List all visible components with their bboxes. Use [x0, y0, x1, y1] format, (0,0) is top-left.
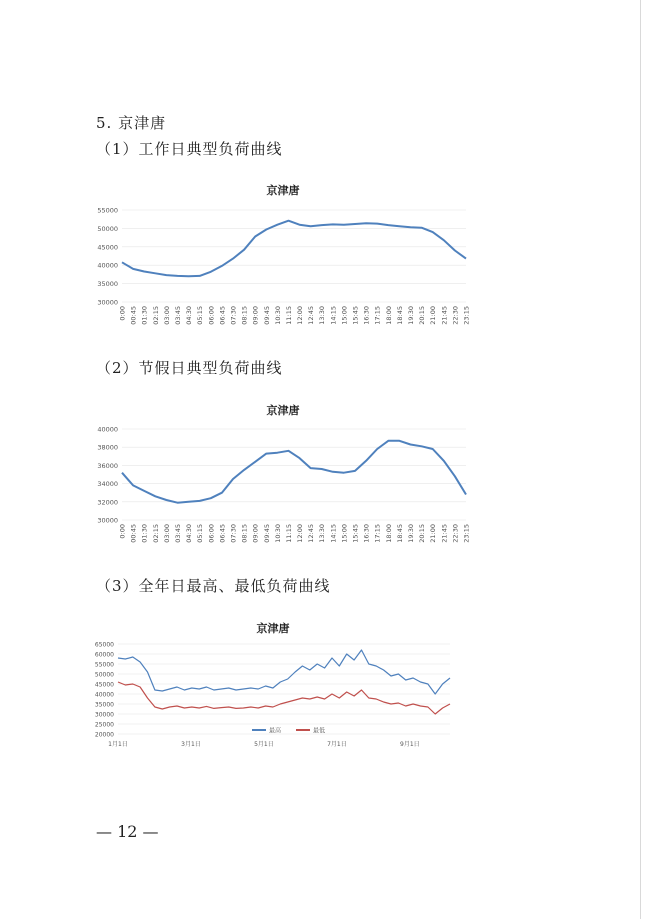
x-tick-label: 20:15 — [418, 306, 427, 325]
x-tick-label: 05:15 — [196, 306, 205, 325]
weekday-load-chart — [88, 172, 478, 337]
x-tick-label: 12:00 — [296, 306, 305, 325]
x-tick-label: 16:30 — [362, 524, 371, 543]
x-tick-label: 14:15 — [329, 306, 338, 325]
y-tick-label: 38000 — [97, 443, 118, 452]
y-tick-label: 55000 — [94, 661, 114, 669]
x-tick-label: 03:45 — [173, 306, 182, 325]
x-tick-label: 18:45 — [395, 524, 404, 543]
x-tick-label: 0:00 — [118, 306, 127, 321]
y-tick-label: 45000 — [97, 243, 118, 252]
x-tick-label: 04:30 — [185, 524, 194, 543]
x-tick-label: 03:45 — [173, 524, 182, 543]
y-tick-label: 34000 — [97, 480, 118, 489]
x-tick-label: 11:15 — [284, 524, 293, 543]
x-tick-label: 7月1日 — [327, 741, 347, 748]
x-tick-label: 06:45 — [218, 306, 227, 325]
x-tick-label: 01:30 — [140, 524, 149, 543]
x-tick-label: 05:15 — [196, 524, 205, 543]
subsection-holiday-title: （2）节假日典型负荷曲线 — [96, 359, 283, 377]
x-tick-label: 09:00 — [251, 306, 260, 325]
page-number: — 12 — — [96, 822, 159, 841]
x-tick-label: 12:00 — [296, 524, 305, 543]
y-tick-label: 30000 — [97, 516, 118, 525]
x-tick-label: 15:00 — [340, 524, 349, 543]
x-tick-label: 18:00 — [384, 524, 393, 543]
x-tick-label: 17:15 — [373, 524, 382, 543]
x-tick-label: 22:30 — [451, 306, 460, 325]
x-tick-label: 03:00 — [162, 306, 171, 325]
x-tick-label: 02:15 — [151, 524, 160, 543]
x-tick-label: 08:15 — [240, 524, 249, 543]
x-tick-label: 13:30 — [318, 306, 327, 325]
x-tick-label: 21:00 — [429, 306, 438, 325]
x-tick-label: 10:30 — [273, 524, 282, 543]
x-tick-label: 06:45 — [218, 524, 227, 543]
legend-label: 最高 — [269, 727, 282, 735]
x-tick-label: 18:00 — [384, 306, 393, 325]
y-tick-label: 30000 — [97, 298, 118, 307]
legend-label: 最低 — [313, 727, 326, 735]
x-tick-label: 14:15 — [329, 524, 338, 543]
y-tick-label: 32000 — [97, 498, 118, 507]
x-tick-label: 01:30 — [140, 306, 149, 325]
y-tick-label: 20000 — [94, 731, 114, 739]
x-tick-label: 0:00 — [118, 524, 127, 539]
x-tick-label: 00:45 — [129, 524, 138, 543]
x-tick-label: 23:15 — [462, 306, 471, 325]
page-edge — [640, 0, 641, 919]
y-tick-label: 40000 — [97, 261, 118, 270]
x-tick-label: 09:00 — [251, 524, 260, 543]
chart-title: 京津唐 — [256, 622, 290, 635]
x-tick-label: 3月1日 — [181, 741, 201, 748]
y-tick-label: 50000 — [94, 671, 114, 679]
x-tick-label: 09:45 — [262, 524, 271, 543]
x-tick-label: 16:30 — [362, 306, 371, 325]
y-tick-label: 45000 — [94, 681, 114, 689]
x-tick-label: 20:15 — [418, 524, 427, 543]
x-tick-label: 06:00 — [207, 306, 216, 325]
chart-title: 京津唐 — [266, 184, 300, 197]
x-tick-label: 09:45 — [262, 306, 271, 325]
x-tick-label: 19:30 — [407, 306, 416, 325]
x-tick-label: 19:30 — [407, 524, 416, 543]
y-tick-label: 35000 — [94, 701, 114, 709]
x-tick-label: 02:15 — [151, 306, 160, 325]
x-tick-label: 15:45 — [351, 306, 360, 325]
annual-max-min-plot — [88, 612, 458, 757]
x-tick-label: 12:45 — [307, 306, 316, 325]
x-tick-label: 11:15 — [284, 306, 293, 325]
x-tick-label: 9月1日 — [400, 741, 420, 748]
series-line-0 — [122, 441, 466, 503]
x-tick-label: 15:45 — [351, 524, 360, 543]
x-tick-label: 5月1日 — [254, 741, 274, 748]
series-line-0 — [118, 650, 450, 694]
y-tick-label: 50000 — [97, 224, 118, 233]
y-tick-label: 40000 — [97, 425, 118, 434]
x-tick-label: 1月1日 — [108, 741, 128, 748]
y-tick-label: 40000 — [94, 691, 114, 699]
x-tick-label: 21:45 — [440, 306, 449, 325]
x-tick-label: 18:45 — [395, 306, 404, 325]
x-tick-label: 15:00 — [340, 306, 349, 325]
section-title: 5. 京津唐 — [96, 114, 167, 132]
x-tick-label: 06:00 — [207, 524, 216, 543]
y-tick-label: 65000 — [94, 641, 114, 649]
subsection-weekday-title: （1）工作日典型负荷曲线 — [96, 140, 283, 158]
x-tick-label: 21:45 — [440, 524, 449, 543]
x-tick-label: 21:00 — [429, 524, 438, 543]
y-tick-label: 35000 — [97, 280, 118, 289]
x-tick-label: 17:15 — [373, 306, 382, 325]
holiday-load-plot — [88, 392, 478, 557]
annual-max-min-chart — [88, 612, 458, 757]
series-line-1 — [118, 682, 450, 714]
y-tick-label: 60000 — [94, 651, 114, 659]
x-tick-label: 12:45 — [307, 524, 316, 543]
chart-title: 京津唐 — [266, 404, 300, 417]
x-tick-label: 00:45 — [129, 306, 138, 325]
x-tick-label: 03:00 — [162, 524, 171, 543]
x-tick-label: 13:30 — [318, 524, 327, 543]
x-tick-label: 23:15 — [462, 524, 471, 543]
x-tick-label: 07:30 — [229, 306, 238, 325]
x-tick-label: 08:15 — [240, 306, 249, 325]
x-tick-label: 22:30 — [451, 524, 460, 543]
x-tick-label: 07:30 — [229, 524, 238, 543]
weekday-load-plot — [88, 172, 478, 337]
x-tick-label: 10:30 — [273, 306, 282, 325]
holiday-load-chart — [88, 392, 478, 557]
y-tick-label: 55000 — [97, 206, 118, 215]
y-tick-label: 30000 — [94, 711, 114, 719]
y-tick-label: 25000 — [94, 721, 114, 729]
x-tick-label: 04:30 — [185, 306, 194, 325]
series-line-0 — [122, 221, 466, 277]
y-tick-label: 36000 — [97, 461, 118, 470]
subsection-annual-title: （3）全年日最高、最低负荷曲线 — [96, 577, 331, 595]
